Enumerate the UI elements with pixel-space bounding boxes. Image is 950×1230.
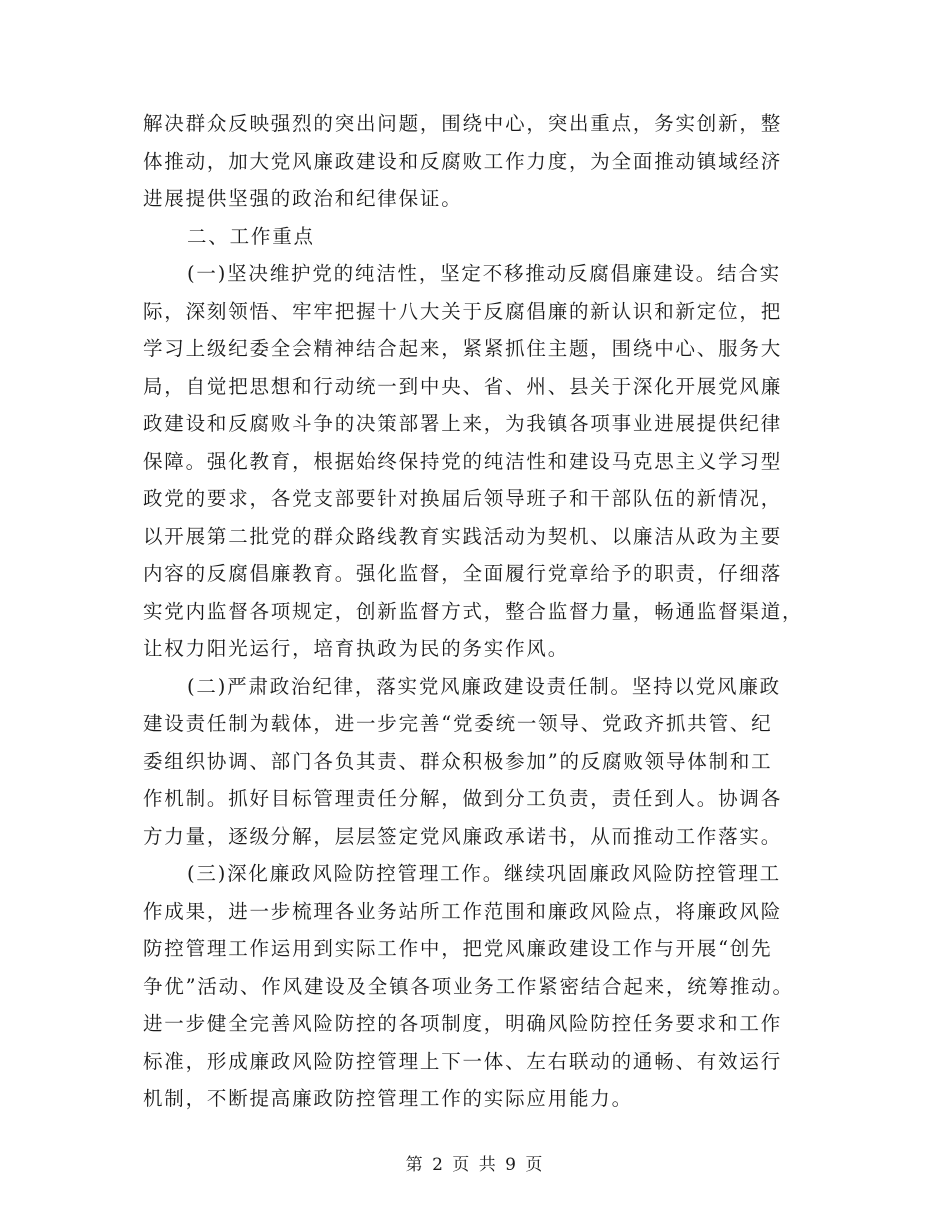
- text-line: (三)深化廉政风险防控管理工作。继续巩固廉政风险防控管理工: [187, 862, 781, 885]
- text-line: 学习上级纪委全会精神结合起来，紧紧抓住主题，围绕中心、服务大: [143, 337, 783, 360]
- text-line: (一)坚决维护党的纯洁性，坚定不移推动反腐倡廉建设。结合实: [187, 262, 781, 285]
- text-line: 方力量，逐级分解，层层签定党风廉政承诺书，从而推动工作落实。: [143, 824, 783, 848]
- text-line: 让权力阳光运行，培育执政为民的务实作风。: [143, 637, 570, 660]
- text-line: 政建设和反腐败斗争的决策部署上来，为我镇各项事业进展提供纪律: [143, 412, 783, 435]
- text-line: 建设责任制为载体，进一步完善“党委统一领导、党政齐抓共管、纪: [143, 712, 773, 735]
- text-line: 进一步健全完善风险防控的各项制度，明确风险防控任务要求和工作: [143, 1012, 783, 1035]
- text-line: 二、工作重点: [187, 224, 315, 248]
- text-line: (二)严肃政治纪律，落实党风廉政建设责任制。坚持以党风廉政: [187, 674, 781, 698]
- text-line: 局，自觉把思想和行动统一到中央、省、州、县关于深化开展党风廉: [143, 374, 783, 398]
- text-line: 标准，形成廉政风险防控管理上下一体、左右联动的通畅、有效运行: [143, 1049, 783, 1073]
- text-line: 体推动，加大党风廉政建设和反腐败工作力度，为全面推动镇域经济: [143, 149, 783, 173]
- text-line: 作机制。抓好目标管理责任分解，做到分工负责，责任到人。协调各: [143, 787, 783, 810]
- text-line: 防控管理工作运用到实际工作中，把党风廉政建设工作与开展“创先: [143, 937, 773, 960]
- text-line: 委组织协调、部门各负其责、群众积极参加”的反腐败领导体制和工: [143, 749, 773, 773]
- text-line: 解决群众反映强烈的突出问题，围绕中心，突出重点，务实创新，整: [143, 112, 783, 135]
- text-line: 实党内监督各项规定，创新监督方式，整合监督力量，畅通监督渠道，: [143, 599, 804, 623]
- text-line: 保障。强化教育，根据始终保持党的纯洁性和建设马克思主义学习型: [143, 449, 783, 473]
- page-number-footer: 第 2 页 共 9 页: [405, 1155, 545, 1175]
- text-line: 进展提供坚强的政治和纪律保证。: [143, 187, 463, 210]
- text-line: 作成果，进一步梳理各业务站所工作范围和廉政风险点，将廉政风险: [143, 899, 783, 923]
- text-line: 内容的反腐倡廉教育。强化监督，全面履行党章给予的职责，仔细落: [143, 562, 783, 585]
- text-line: 际，深刻领悟、牢牢把握十八大关于反腐倡廉的新认识和新定位，把: [143, 299, 783, 323]
- text-line: 以开展第二批党的群众路线教育实践活动为契机、以廉洁从政为主要: [143, 524, 783, 548]
- text-line: 政党的要求，各党支部要针对换届后领导班子和干部队伍的新情况，: [143, 487, 783, 510]
- document-body: [143, 105, 823, 1118]
- text-line: 机制，不断提高廉政防控管理工作的实际应用能力。: [143, 1087, 633, 1110]
- text-line: 争优”活动、作风建设及全镇各项业务工作紧密结合起来，统筹推动。: [143, 974, 794, 998]
